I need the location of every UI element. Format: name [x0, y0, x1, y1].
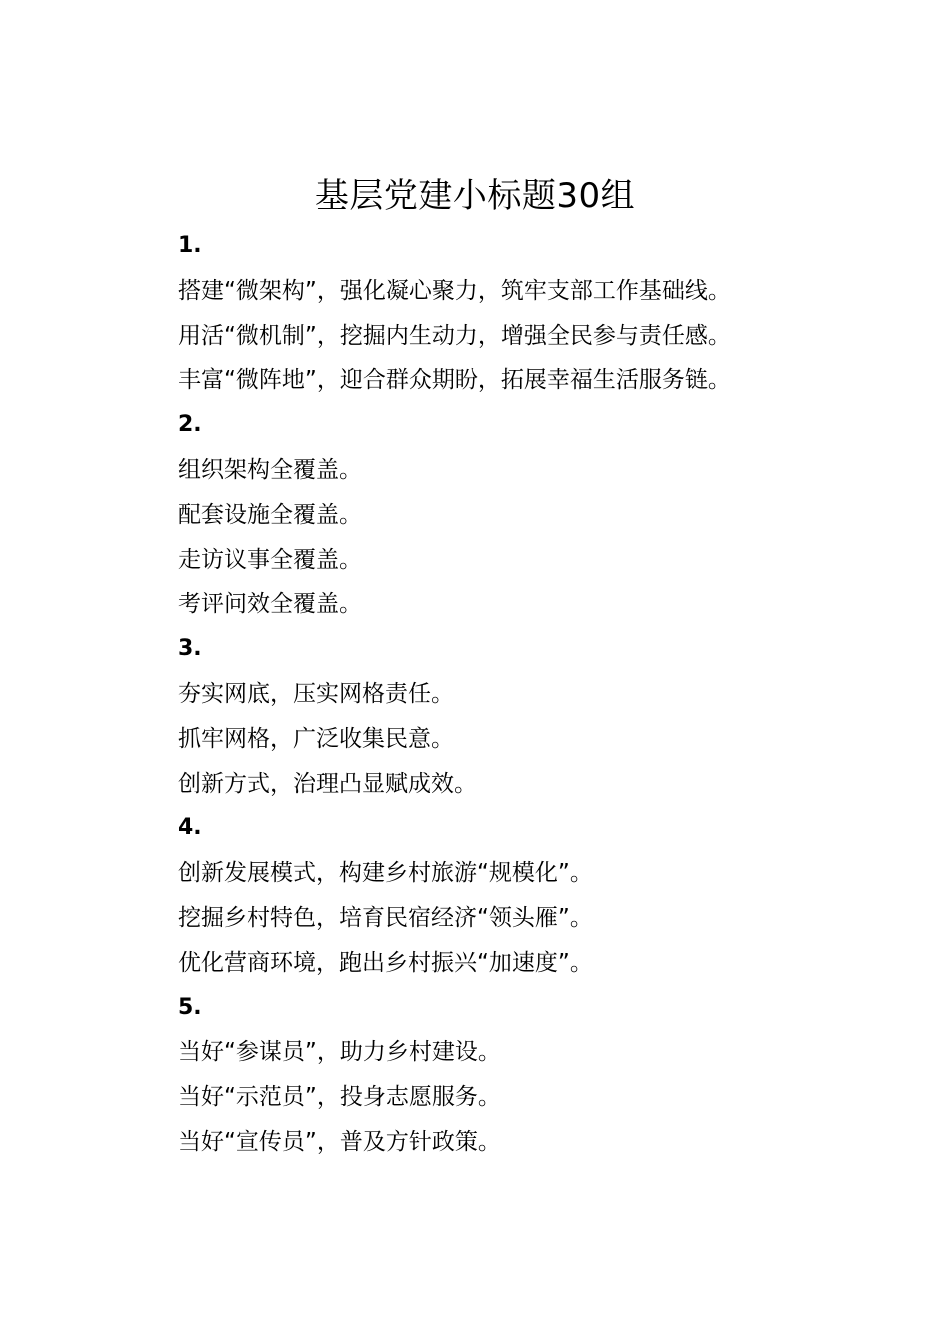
- document-body: [178, 224, 878, 1165]
- group-line: 用活“微机制”，挖掘内生动力，增强全民参与责任感。: [178, 322, 731, 349]
- group-line: 创新方式，治理凸显赋成效。: [178, 770, 477, 797]
- group-number: 4.: [178, 815, 202, 841]
- group-number: 1.: [178, 233, 202, 258]
- group-5: [178, 986, 878, 1165]
- group-number: 5.: [178, 994, 202, 1020]
- group-line: 配套设施全覆盖。: [178, 501, 362, 528]
- group-number: 2.: [178, 412, 202, 438]
- group-4: [178, 806, 878, 985]
- group-line: 搭建“微架构”，强化凝心聚力，筑牢支部工作基础线。: [178, 277, 731, 304]
- group-1: [178, 224, 878, 403]
- group-line: 挖掘乡村特色，培育民宿经济“领头雁”。: [178, 904, 593, 931]
- group-line: 走访议事全覆盖。: [178, 546, 362, 573]
- group-line: 组织架构全覆盖。: [178, 456, 362, 483]
- group-line: 抓牢网格，广泛收集民意。: [178, 725, 454, 752]
- group-line: 优化营商环境，跑出乡村振兴“加速度”。: [178, 949, 593, 976]
- group-number: 3.: [178, 636, 202, 662]
- group-3: [178, 627, 878, 806]
- group-line: 创新发展模式，构建乡村旅游“规模化”。: [178, 860, 593, 887]
- group-line: 丰富“微阵地”，迎合群众期盼，拓展幸福生活服务链。: [178, 367, 731, 394]
- group-line: 当好“示范员”，投身志愿服务。: [178, 1084, 501, 1111]
- group-2: [178, 403, 878, 627]
- document-title: 基层党建小标题30组: [314, 176, 636, 216]
- group-line: 当好“宣传员”，普及方针政策。: [178, 1128, 501, 1155]
- group-line: 夯实网底，压实网格责任。: [178, 680, 454, 707]
- group-line: 考评问效全覆盖。: [178, 591, 362, 618]
- group-line: 当好“参谋员”，助力乡村建设。: [178, 1039, 501, 1066]
